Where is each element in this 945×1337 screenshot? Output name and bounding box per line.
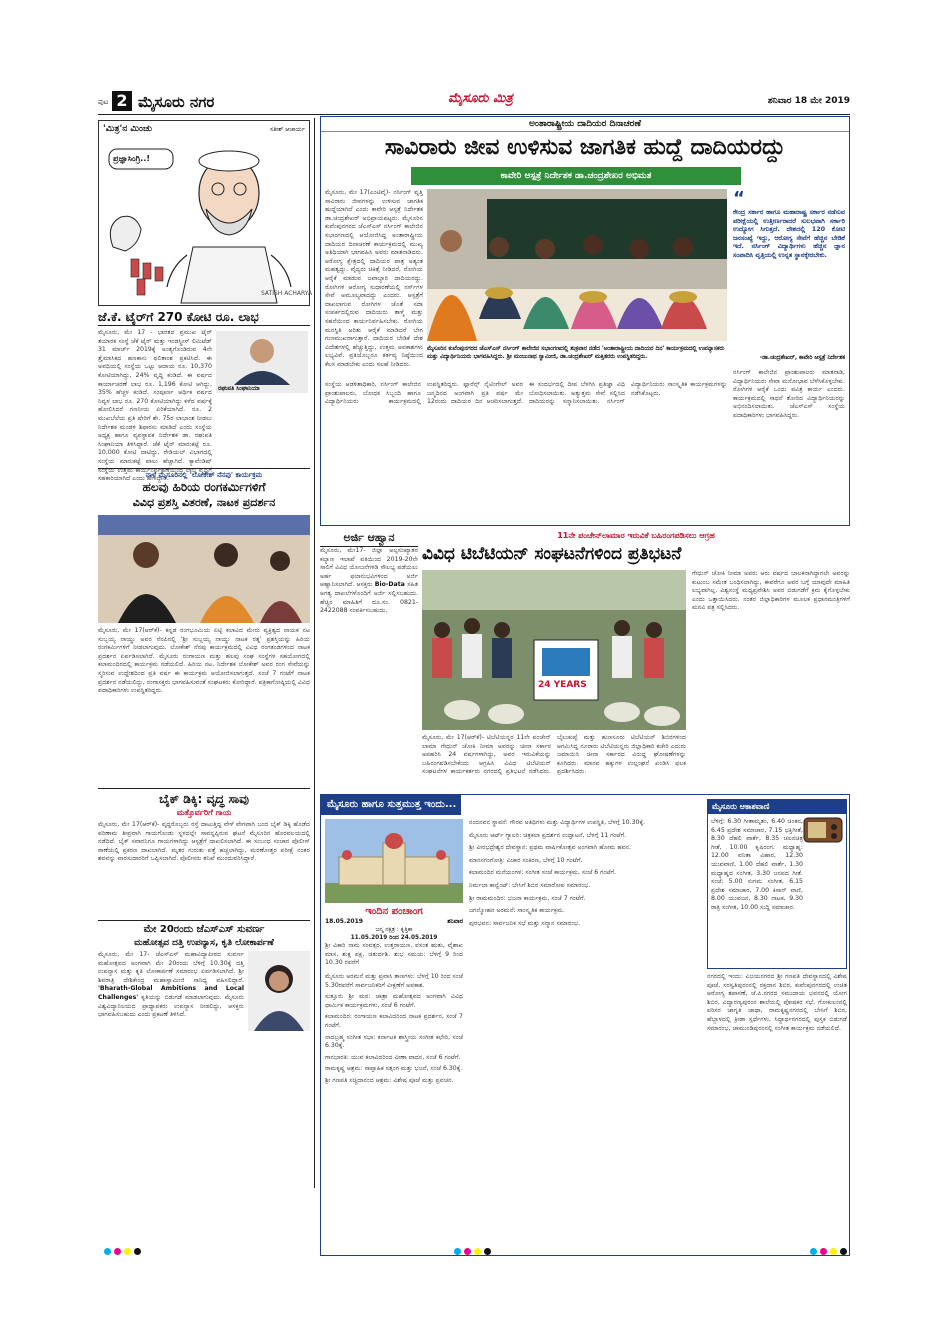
city-section [320,794,850,1256]
panchanga-box [325,905,463,971]
registration-dot [820,1248,827,1255]
palace-photo [325,819,463,903]
event-item: ಶ್ರೀ ರಾಮಮಂದಿರ: ಭಜನಾ ಕಾರ್ಯಕ್ರಮ, ಸಂಜೆ 7 ಗಂಟೆಗೆ. [469,894,586,902]
quote-mark-icon: “ [733,188,745,209]
event-item: ಪುರಭವನ: ಸಾರ್ವಜನಿಕ ಸಭೆ ಮತ್ತು ಸನ್ಮಾನ ಸಮಾರಂಭ. [469,919,581,927]
nurses-photo-caption: ಮೈಸೂರಿನ ಕುವೆಂಪುನಗರದ ಜೆಎಸ್‌ಎಸ್ ನರ್ಸಿಂಗ್ ಕಾಲೇಜಿನ ಸಭಾಂಗಣದಲ್ಲಿ ಶುಕ್ರವಾರ ನಡೆದ 'ಅಂತಾರಾಷ್ಟ್ರೀಯ ದಾದಿಯರ ದಿನ' ಕಾರ್ಯಕ್ರಮದಲ್ಲಿ ಉಪನ್ಯಾಸಕರು ಮತ್ತು ವಿದ್ಯಾರ್ಥಿನಿಯರು ಭಾಗವಹಿಸಿದ್ದರು. ಶ್ರೀ ಮಂಜುನಾಥ ಸ್ವಾಮೀಜಿ, ಡಾ.ಚಂದ್ರಶೇಖರ್ ಮತ್ತಿತರರು ಉಪಸ್ಥಿತರಿದ್ದರು. [427,346,725,360]
tibetan-headline: ವಿವಿಧ ಟಿಬೆಟಿಯನ್ ಸಂಘಟನೆಗಳಿಂದ ಪ್ರತಿಭಟನೆ [422,544,682,564]
registration-dot [124,1248,131,1255]
panchanga-range: 11.05.2019 ರಿಂದ 24.05.2019 [350,935,438,941]
rangakarmi-headline-1: ಹಲವು ಹಿರಿಯ ರಂಗಕರ್ಮಿಗಳಿಗೆ [142,480,266,494]
nurses-headline: ಸಾವಿರಾರು ಜೀವ ಉಳಿಸುವ ಜಾಗತಿಕ ಹುದ್ದೆ ದಾದಿಯರದ್ದು [384,135,786,160]
event-item: ಶ್ರೀ ಗಣಪತಿ ಸಚ್ಚಿದಾನಂದ ಆಶ್ರಮ: ವಿಶೇಷ ಪೂಜೆ ಮತ್ತು ಪ್ರವಚನ. [325,1076,454,1084]
nurses-body-bottom: ಸಂಸ್ಥೆಯ ಆಡಳಿತಾಧಿಕಾರಿ, ನರ್ಸಿಂಗ್ ಕಾಲೇಜಿನ ಪ್ರಾಂಶುಪಾಲರು, ಬೋಧಕ ಸಿಬ್ಬಂದಿ ಹಾಗೂ ವಿದ್ಯಾರ್ಥಿನಿಯರು ಕಾರ್ಯಕ್ರಮದಲ್ಲಿ ಉಪಸ್ಥಿತರಿದ್ದರು. ಫ್ಲಾರೆನ್ಸ್ ನೈಟಿಂಗೇಲ್ ಅವರ ಜನ್ಮದಿನದ ಅಂಗವಾಗಿ ಪ್ರತಿ ವರ್ಷ ಮೇ 12ರಂದು ದಾದಿಯರ ದಿನ ಆಚರಿಸಲಾಗುತ್ತದೆ. ಈ ಸಂದರ್ಭದಲ್ಲಿ ದೀಪ ಬೆಳಗಿಸಿ ಪ್ರತಿಜ್ಞಾ ವಿಧಿ ಬೋಧಿಸಲಾಯಿತು. ಅತ್ಯುತ್ತಮ ಸೇವೆ ಸಲ್ಲಿಸಿದ ದಾದಿಯರನ್ನು ಸನ್ಮಾನಿಸಲಾಯಿತು. ನರ್ಸಿಂಗ್ ವಿದ್ಯಾರ್ಥಿನಿಯರು ಸಾಂಸ್ಕೃತಿಕ ಕಾರ್ಯಕ್ರಮಗಳನ್ನು ನಡೆಸಿಕೊಟ್ಟರು. [325,381,727,406]
arji-body [320,547,418,783]
registration-dot [454,1248,461,1255]
cartoon-drawing [101,137,313,303]
nurses-quote-box [733,189,845,367]
page-label: ಪುಟ [98,98,109,106]
bike-body: ಮೈಸೂರು, ಮೇ 17(ಆರ್‌ಕೆ)- ವೃದ್ಧರೊಬ್ಬರು ರಸ್ತೆ ದಾಟುತ್ತಿದ್ದ ವೇಳೆ ವೇಗವಾಗಿ ಬಂದ ಬೈಕ್ ಡಿಕ್ಕಿ ಹೊಡೆದ ಪರಿಣಾಮ ತೀವ್ರವಾಗಿ ಗಾಯಗೊಂಡು ಸ್ಥಳದಲ್ಲೇ ಸಾವನ್ನಪ್ಪಿರುವ ಘಟನೆ ಮೈಸೂರಿನ ಹೊರವಲಯದಲ್ಲಿ ನಡೆದಿದೆ. ಬೈಕ್ ಸವಾರನಿಗೂ ಗಾಯಗಳಾಗಿದ್ದು ಆಸ್ಪತ್ರೆಗೆ ದಾಖಲಿಸಲಾಗಿದೆ. ಈ ಸಂಬಂಧ ಸಂಚಾರ ಪೊಲೀಸ್ ಠಾಣೆಯಲ್ಲಿ ಪ್ರಕರಣ ದಾಖಲಾಗಿದೆ. ಮೃತರ ಗುರುತು ಪತ್ತೆ ಹಚ್ಚಲಾಗಿದ್ದು, ಮರಣೋತ್ತರ ಪರೀಕ್ಷೆ ನಂತರ ಶವವನ್ನು ವಾರಸುದಾರರಿಗೆ ಒಪ್ಪಿಸಲಾಗಿದೆ. ಪೊಲೀಸರು ತನಿಖೆ ಮುಂದುವರಿಸಿದ್ದಾರೆ. [98,821,310,863]
cartoon-artist: ಸತೀಶ್ ಆಚಾರ್ಯ [270,126,305,133]
newspaper-page [98,88,850,1258]
rangakarmi-kicker: ನಾಳೆ ಮೈಸೂರಿನಲ್ಲಿ 'ಲೋಕೇಶ್ ನೆನಪು' ಕಾರ್ಯಕ್ರಮ [145,471,263,479]
story-arji [320,530,418,788]
story-bike [98,788,310,917]
event-item: ಗಾನಭಾರತಿ: ಯುವ ಕಲಾವಿದರಿಂದ ವೀಣಾ ವಾದನ, ಸಂಜೆ 6 ಗಂಟೆಗೆ. [325,1053,461,1061]
event-item: ರಾಮಕೃಷ್ಣ ಆಶ್ರಮ: ಸಾಪ್ತಾಹಿಕ ಸತ್ಸಂಗ ಮತ್ತು ಭಜನೆ, ಸಂಜೆ 6.30ಕ್ಕೆ. [325,1065,463,1073]
rangakarmi-photo [98,515,310,623]
bike-subhead: ಮತ್ತೊರ್ವರಿಗೆ ಗಾಯ [176,808,232,817]
registration-dot [464,1248,471,1255]
radio-body: ಬೆಳಿಗ್ಗೆ: 6.30 ಗೀತಾಮೃತಂ, 6.40 ಚಿಂತನ, 6.45 ಪ್ರದೇಶ ಸಮಾಚಾರ, 7.15 ಭಕ್ತಿಗೀತೆ, 8.30 ದೆಹಲಿ ವಾರ್ತೆ, 8.35 ಚಲನಚಿತ್ರ ಗೀತೆ, 10.00 ಕೃಷಿರಂಗ. ಮಧ್ಯಾಹ್ನ: 12.00 ವನಿತಾ ವಿಹಾರ, 12.30 ಯುವವಾಣಿ, 1.00 ದೆಹಲಿ ವಾರ್ತೆ, 1.30 ಮಧ್ಯಾಹ್ನದ ಸಂಗೀತ, 3.30 ಜನಪದ ಗೀತೆ. ಸಂಜೆ: 5.00 ಸುಗಮ ಸಂಗೀತ, 6.15 ಪ್ರದೇಶ ಸಮಾಚಾರ, 7.00 ಕಿಸಾನ್ ವಾಣಿ, 8.00 ಯುವಜನ, 8.30 ನಾಟಕ, 9.30 ರಾತ್ರಿ ಸಂಗೀತ, 10.00 ಸುದ್ದಿ ಸಮಾಚಾರ. [711,818,803,911]
jss-body-tail: ಕೃತಿಯನ್ನು ಬಿಡುಗಡೆ ಮಾಡಲಾಗುವುದು. ಮೈಸೂರು ವಿಶ್ವವಿದ್ಯಾನಿಲಯದ ಪ್ರಾಧ್ಯಾಪಕರು ಉಪನ್ಯಾಸ ನೀಡಲಿದ್ದು, ಆಸಕ್ತರು ಭಾಗವಹಿಸಬಹುದು ಎಂದು ಪ್ರಕಟಣೆ ತಿಳಿಸಿದೆ. [98,993,244,1019]
cartoon-bubble-text: ಪ್ರಜ್ಞಾಸಿಂಗ್ರಿ..! [113,154,151,163]
events-left-list [325,973,463,1253]
event-item: ನಿರ್ಮಲಾ ಕಾನ್ವೆಂಟ್: ಬೇಸಿಗೆ ಶಿಬಿರ ಸಮಾರೋಪ ಸಮಾರಂಭ. [469,881,591,889]
event-item: ಮಾನಸಗಂಗೋತ್ರಿ: ವಿಚಾರ ಸಂಕಿರಣ, ಬೆಳಗ್ಗೆ 10 ಗಂಟೆಗೆ. [469,856,583,864]
panchanga-nakshatra: ಜನ್ಮ ನಕ್ಷತ್ರ : ಕೃತ್ತಿಕಾ [375,927,413,933]
story-nurses [320,116,850,526]
panchanga-day: ಶನಿವಾರ [447,918,463,925]
event-item: ಶ್ರೀ ವೀರಭದ್ರೇಶ್ವರ ದೇವಸ್ಥಾನ: ಪ್ರಥಮ ವಾರ್ಷಿಕೋತ್ಸವ ಅಂಗವಾಗಿ ಹೋಮ ಹವನ. [469,844,631,852]
rangakarmi-headline-2: ವಿವಿಧ ಪ್ರಶಸ್ತಿ ವಿತರಣೆ, ನಾಟಕ ಪ್ರದರ್ಶನ [132,496,276,509]
registration-dot [830,1248,837,1255]
jk-tyre-photo-caption: ರಘುಪತಿ ಸಿಂಘಾನಿಯಾ [218,386,260,392]
registration-dot [114,1248,121,1255]
cartoon-box [98,120,313,306]
arji-body-tail: ಸಹಿತ ಅಗತ್ಯ ದಾಖಲೆಗಳೊಂದಿಗೆ ಅರ್ಜಿ ಸಲ್ಲಿಸಬಹುದು. ಹೆಚ್ಚಿನ ಮಾಹಿತಿಗೆ ದೂ.ಸಂ. 0821-2422088 ಸಂಪರ್ಕಿಸಬಹುದು. [320,581,419,615]
arji-body-text: ಮೈಸೂರು, ಮೇ17- ಜಿಲ್ಲಾ ಅಲ್ಪಸಂಖ್ಯಾತರ ಕಲ್ಯಾಣ ಇಲಾಖೆ ವತಿಯಿಂದ 2019-20ನೇ ಸಾಲಿಗೆ ವಿವಿಧ ಯೋಜನೆಗಳಡಿ ಸೌಲಭ್ಯ ಪಡೆಯಲು ಅರ್ಹ ಫಲಾನುಭವಿಗಳಿಂದ ಅರ್ಜಿ ಆಹ್ವಾನಿಸಲಾಗಿದೆ. ಆಸಕ್ತರು [320,547,418,589]
cartoon-series: 'ಮಿತ್ರ'ನ ಮಿಂಚು [103,124,153,134]
story-jss [98,920,310,1071]
registration-dot [810,1248,817,1255]
event-item: ಕಲಾಮಂದಿರ ಮನೆಯಂಗಳ: ಸಂಗೀತ ಸಂಜೆ ಕಾರ್ಯಕ್ರಮ, ಸಂಜೆ 6 ಗಂಟೆಗೆ. [469,869,617,877]
event-item: ಮೈಸೂರು ಆರ್ಟ್ ಗ್ಯಾಲರಿ: ಚಿತ್ರಕಲಾ ಪ್ರದರ್ಶನ ಉದ್ಘಾಟನೆ, ಬೆಳಗ್ಗೆ 11 ಗಂಟೆಗೆ. [469,831,627,839]
jss-body-english: 'Bharath-Global Ambitions and Local Challenges' [98,985,244,1001]
tibetan-banner-text: 24 YEARS [538,680,587,690]
jss-body [98,951,244,1069]
column-divider [314,118,315,1188]
registration-dot [134,1248,141,1255]
page-number: 2 [112,91,132,111]
cartoon-signature: SATISH ACHARYA [261,290,313,297]
panchanga-body: ಶ್ರೀ ವಿಕಾರಿ ನಾಮ ಸಂವತ್ಸರ, ಉತ್ತರಾಯಣ, ವಸಂತ ಋತು, ವೈಶಾಖ ಮಾಸ, ಶುಕ್ಲ ಪಕ್ಷ, ಚತುರ್ದಶಿ. ಶುಭ ಸಮಯ: ಬೆಳಗ್ಗೆ 9 ರಿಂದ 10.30 ರವರೆಗೆ [325,942,463,967]
event-item: ನಾದಬ್ರಹ್ಮ ಸಂಗೀತ ಸಭಾ: ಕರ್ನಾಟಕ ಶಾಸ್ತ್ರೀಯ ಸಂಗೀತ ಕಛೇರಿ, ಸಂಜೆ 6.30ಕ್ಕೆ. [325,1033,463,1050]
headline-jk-tyre: ಜೆ.ಕೆ. ಟೈರ್‌ಗೆ 270 ಕೋಟಿ ರೂ. ಲಾಭ [98,309,310,326]
rangakarmi-body: ಮೈಸೂರು, ಮೇ 17(ಆರ್‌ಕೆ)- ಕನ್ನಡ ರಂಗಭೂಮಿಯ ಏಟ್ಟಿ ಕಲಾವಿದ ಮೇರು ವ್ಯಕ್ತಿತ್ವದ ನಾಯಕ ನಟ ಸುಬ್ಬಯ್ಯ ನಾಯ್ಡು ಅವರ ನೆನಪಿನಲ್ಲಿ 'ಶ್ರೀ ಸುಬ್ಬಯ್ಯ ನಾಯ್ಡು ನಾಟಕ ರತ್ನ' ಪ್ರಶಸ್ತಿಯನ್ನು ಹಿರಿಯ ರಂಗಕರ್ಮಿಗಳಿಗೆ ನೀಡಲಾಗುವುದು. ಲೋಕೇಶ್ ನೆನಪು ಕಾರ್ಯಕ್ರಮದಲ್ಲಿ ವಿವಿಧ ರಂಗತಂಡಗಳಿಂದ ನಾಟಕ ಪ್ರದರ್ಶನ ಏರ್ಪಡಿಸಲಾಗಿದೆ. ಮೈಸೂರು ರಂಗಾಯಣ ಮತ್ತು ಹಲವು ಸಂಘ ಸಂಸ್ಥೆಗಳ ಸಹಯೋಗದಲ್ಲಿ ಕಲಾಮಂದಿರದಲ್ಲಿ ಕಾರ್ಯಕ್ರಮ ನಡೆಯಲಿದೆ. ಹಿರಿಯ ನಟ, ನಿರ್ದೇಶಕ ಲೋಕೇಶ್ ಅವರ ರಂಗ ಸೇವೆಯನ್ನು ಸ್ಮರಿಸುವ ಉದ್ದೇಶದಿಂದ ಪ್ರತಿ ವರ್ಷ ಈ ಕಾರ್ಯಕ್ರಮ ಆಯೋಜಿಸಲಾಗುತ್ತದೆ. ಸಂಜೆ 7 ಗಂಟೆಗೆ ನಾಟಕ ಪ್ರದರ್ಶನ ನಡೆಯಲಿದ್ದು, ರಂಗಾಸಕ್ತರು ಭಾಗವಹಿಸುವಂತೆ ಸಂಘಟಕರು ಕೋರಿದ್ದಾರೆ. ಪತ್ರಿಕಾಗೋಷ್ಠಿಯಲ್ಲಿ ವಿವಿಧ ಪದಾಧಿಕಾರಿಗಳು ಉಪಸ್ಥಿತರಿದ್ದರು. [98,627,310,695]
story-tibetan [422,530,850,788]
panchanga-title: ಇಂದಿನ ಪಂಚಾಂಗ [365,906,423,917]
section-title: ಮೈಸೂರು ನಗರ [138,93,215,111]
tibetan-kicker: 11ನೇ ಪಂಚೇನ್‌ಲಾಮಾರ ಇರುವಿಕೆ ಬಹಿರಂಗಪಡಿಸಲು ಆಗ್ರಹ [557,531,715,540]
print-registration-marks [98,1248,850,1258]
jk-tyre-photo [216,331,308,393]
jss-body-text: ಮೈಸೂರು, ಮೇ 17- ಜೆಎಸ್‌ಎಸ್ ಮಹಾವಿದ್ಯಾಪೀಠದ ಸುವರ್ಣ ಮಹೋತ್ಸವದ ಅಂಗವಾಗಿ ಮೇ 20ರಂದು ಬೆಳಿಗ್ಗೆ 10.30ಕ್ಕೆ ದತ್ತಿ ಉಪನ್ಯಾಸ ಮತ್ತು ಕೃತಿ ಲೋಕಾರ್ಪಣೆ ಸಮಾರಂಭ ಏರ್ಪಡಿಸಲಾಗಿದೆ. ಶ್ರೀ ಶಿವರಾತ್ರಿ ದೇಶಿಕೇಂದ್ರ ಮಹಾಸ್ವಾಮೀಜಿ ಸಾನಿಧ್ಯ ವಹಿಸಲಿದ್ದಾರೆ. [98,951,244,984]
issue-date: ಶನಿವಾರ 18 ಮೇ 2019 [767,96,850,106]
nurses-quote: ಕೇಂದ್ರ ಸರ್ಕಾರ ಹಾಗೂ ಮಹಾರಾಷ್ಟ್ರ ಸರ್ಕಾರ ನಡೆಸುವ ಪರೀಕ್ಷೆಯಲ್ಲಿ ಉತ್ತೀರ್ಣರಾದರೆ ಸುಲಭವಾಗಿ ಸರ್ಕಾರಿ ಉದ್ಯೋಗ ಸಿಗುತ್ತದೆ. ದೇಶದಲ್ಲಿ 120 ಕೋಟಿ ಜನಸಂಖ್ಯೆ ಇದ್ದು, ಆರೋಗ್ಯ ಸೇವೆಗೆ ಹೆಚ್ಚಿನ ಬೇಡಿಕೆ ಇದೆ. ನರ್ಸಿಂಗ್ ವಿದ್ಯಾರ್ಥಿಗಳು ಹೆಚ್ಚಿನ ಜ್ಞಾನ ಸಂಪಾದಿಸಿ ವೃತ್ತಿಯಲ್ಲಿ ಉನ್ನತ ಸ್ಥಾನಕ್ಕೇರಬೇಕು. [733,208,845,259]
jss-headline: ಮೇ 20ರಂದು ಜೆಎಸ್‌ಎಸ್ ಸುವರ್ಣ [143,924,265,935]
event-item: ಸುತ್ತೂರು ಶ್ರೀ ಮಠ: ಜಾತ್ರಾ ಮಹೋತ್ಸವದ ಅಂಗವಾಗಿ ವಿವಿಧ ಧಾರ್ಮಿಕ ಕಾರ್ಯಕ್ರಮಗಳು, ಸಂಜೆ 6 ಗಂಟೆಗೆ. [325,993,463,1009]
registration-dot [840,1248,847,1255]
tibetan-body-right: ಗೇಧುನ್ ಚೋಕಿ ನೀಮಾ ಅವರು ಆರು ವರ್ಷದ ಬಾಲಕನಾಗಿದ್ದಾಗಲೇ ಅವರನ್ನು ಕುಟುಂಬ ಸಮೇತ ಬಂಧಿಸಲಾಗಿದ್ದು, ಈವರೆಗೂ ಅವರ ಬಗ್ಗೆ ಯಾವುದೇ ಮಾಹಿತಿ ಲಭ್ಯವಾಗಿಲ್ಲ. ವಿಶ್ವಸಂಸ್ಥೆ ಮಧ್ಯಪ್ರವೇಶಿಸಿ ಅವರ ಬಿಡುಗಡೆಗೆ ಕ್ರಮ ಕೈಗೊಳ್ಳಬೇಕು ಎಂದು ಒತ್ತಾಯಿಸಿದರು. ನಂತರ ಜಿಲ್ಲಾಧಿಕಾರಿಗಳ ಮೂಲಕ ಪ್ರಧಾನಮಂತ್ರಿಗಳಿಗೆ ಮನವಿ ಪತ್ರ ಸಲ್ಲಿಸಿದರು. [692,570,850,612]
tibetan-protest-photo [422,570,686,730]
jss-subhead: ಮಹೋತ್ಸವ ದತ್ತಿ ಉಪನ್ಯಾಸ, ಕೃತಿ ಲೋಕಾರ್ಪಣೆ [134,938,274,948]
arji-headline: ಅರ್ಜಿ ಆಹ್ವಾನ [320,530,418,547]
event-item: ಕಲಾಮಂದಿರ: ರಂಗಾಯಣ ಕಲಾವಿದರಿಂದ ನಾಟಕ ಪ್ರದರ್ಶನ, ಸಂಜೆ 7 ಗಂಟೆಗೆ. [325,1013,463,1029]
jk-tyre-body: ಮೈಸೂರು, ಮೇ 17 - ಭಾರತದ ಪ್ರಮುಖ ಟೈರ್ ತಯಾರಕ ಸಂಸ್ಥೆ ಜೆಕೆ ಟೈರ್ ಮತ್ತು ಇಂಡಸ್ಟ್ರೀಸ್ ಲಿಮಿಟೆಡ್ 31 ಮಾರ್ಚ್ 2019ಕ್ಕೆ ಅಂತ್ಯಗೊಂಡಿರುವ 4ನೇ ತ್ರೈಮಾಸಿಕದ ಹಣಕಾಸು ಫಲಿತಾಂಶ ಪ್ರಕಟಿಸಿದೆ. ಈ ಅವಧಿಯಲ್ಲಿ ಸಂಸ್ಥೆಯ ಒಟ್ಟು ಆದಾಯ ರೂ. 10,370 ಕೋಟಿಯಾಗಿದ್ದು, 24% ವೃದ್ಧಿ ಕಂಡಿದೆ. ಈ ವರ್ಷದ ಕಾರ್ಯಾಚರಣೆ ಲಾಭ ರೂ. 1,196 ಕೋಟಿ ಆಗಿದ್ದು, 35% ಹೆಚ್ಚಳ ಕಂಡಿದೆ. ಸಂಪೂರ್ಣ ಆರ್ಥಿಕ ವರ್ಷದ ನಿವ್ವಳ ಲಾಭ ರೂ. 270 ಕೋಟಿಯಾಗಿದ್ದು ಕಳೆದ ವರ್ಷಕ್ಕೆ ಹೋಲಿಸಿದರೆ ಗಣನೀಯ ಏರಿಕೆಯಾಗಿದೆ. ರೂ. 2 ಮುಖಬೆಲೆಯ ಪ್ರತಿ ಷೇರಿಗೆ ಶೇ. 75ರ ಲಾಭಾಂಶ ನೀಡಲು ನಿರ್ದೇಶಕ ಮಂಡಳಿ ಶಿಫಾರಸು ಮಾಡಿದೆ ಎಂದು ಸಂಸ್ಥೆಯ ಅಧ್ಯಕ್ಷ ಹಾಗೂ ವ್ಯವಸ್ಥಾಪಕ ನಿರ್ದೇಶಕ ಡಾ. ರಘುಪತಿ ಸಿಂಘಾನಿಯಾ ತಿಳಿಸಿದ್ದಾರೆ. ಜೆಕೆ ಟೈರ್ ಮಾರುಕಟ್ಟೆ ರೂ. 10,000 ಕೋಟಿ ದಾಟಿದ್ದು, ರೇಡಿಯಲ್ ವಿಭಾಗದಲ್ಲಿ ಸಂಸ್ಥೆಯ ಮಾರುಕಟ್ಟೆ ಪಾಲು ಹೆಚ್ಚಾಗಿದೆ. ಕ್ಯಾವೆಂಡಿಷ್ ಸಂಸ್ಥೆಯ ಉತ್ತಮ ಕಾರ್ಯನಿರ್ವಹಣೆಯಿಂದ ಲಾಭ ವೃದ್ಧಿಗೆ ಸಹಕಾರಿಯಾಗಿದೆ ಎಂದು ಹೇಳಿದ್ದಾರೆ. [98,329,212,483]
nurses-event-photo [427,189,727,341]
event-item: ಜಗನ್ಮೋಹನ ಅರಮನೆ: ಸಾಂಸ್ಕೃತಿಕ ಕಾರ್ಯಕ್ರಮ. [469,907,565,915]
page-header [98,88,850,115]
nurses-body-left: ಮೈಸೂರು, ಮೇ 17(ಎಂಟಿವೈ)- ನರ್ಸಿಂಗ್ ವೃತ್ತಿ ಸಾವಿರಾರು ಜೀವಗಳನ್ನು ಉಳಿಸುವ ಜಾಗತಿಕ ಹುದ್ದೆಯಾಗಿದೆ ಎಂದು ಕಾವೇರಿ ಆಸ್ಪತ್ರೆ ನಿರ್ದೇಶಕ ಡಾ.ಚಂದ್ರಶೇಖರ್ ಅಭಿಪ್ರಾಯಪಟ್ಟರು. ಮೈಸೂರಿನ ಕುವೆಂಪುನಗರದ ಜೆಎಸ್‌ಎಸ್ ನರ್ಸಿಂಗ್ ಕಾಲೇಜಿನ ಸಭಾಂಗಣದಲ್ಲಿ ಆಯೋಜಿಸಿದ್ದ ಅಂತಾರಾಷ್ಟ್ರೀಯ ದಾದಿಯರ ದಿನಾಚರಣೆ ಕಾರ್ಯಕ್ರಮದಲ್ಲಿ ಮುಖ್ಯ ಅತಿಥಿಯಾಗಿ ಭಾಗವಹಿಸಿ ಅವರು ಮಾತನಾಡಿದರು. ಆರೋಗ್ಯ ಕ್ಷೇತ್ರದಲ್ಲಿ ದಾದಿಯರ ಪಾತ್ರ ಅತ್ಯಂತ ಮಹತ್ವದ್ದು. ವೈದ್ಯರು ಚಿಕಿತ್ಸೆ ನೀಡಿದರೆ, ರೋಗಿಯ ಆರೈಕೆ ಮಾಡುವ ಜವಾಬ್ದಾರಿ ದಾದಿಯರದ್ದು. ರೋಗಿಗಳ ಆರೋಗ್ಯ ಸುಧಾರಣೆಯಲ್ಲಿ ನರ್ಸ್‌ಗಳ ಸೇವೆ ಅಮೂಲ್ಯವಾದದ್ದು ಎಂದರು. ಆಸ್ಪತ್ರೆಗೆ ದಾಖಲಾಗುವ ರೋಗಿಗಳ ಜೊತೆ ಸದಾ ಸಂಪರ್ಕದಲ್ಲಿರುವ ದಾದಿಯರು ತಾಳ್ಮೆ ಮತ್ತು ಸಹನೆಯಿಂದ ಕಾರ್ಯನಿರ್ವಹಿಸಬೇಕು. ರೋಗಿಯ ಮನಸ್ಥಿತಿ ಅರಿತು ಆರೈಕೆ ಮಾಡಿದರೆ ಬೇಗ ಗುಣಮುಖರಾಗುತ್ತಾರೆ. ದಾದಿಯರ ಬೇಡಿಕೆ ದೇಶ ವಿದೇಶಗಳಲ್ಲಿ ಹೆಚ್ಚುತ್ತಿದ್ದು, ಉತ್ತಮ ಅವಕಾಶಗಳು ಲಭ್ಯವಿವೆ. ಪ್ರತಿಯೊಬ್ಬರೂ ಕರ್ತವ್ಯ ನಿಷ್ಠೆಯಿಂದ ಕೆಲಸ ಮಾಡಬೇಕು ಎಂದು ಸಲಹೆ ನೀಡಿದರು. [325,189,423,368]
event-item: ಮೈಸೂರು ಅರಮನೆ ಮತ್ತು ಪ್ರವಾಸಿ ತಾಣಗಳು: ಬೆಳಗ್ಗೆ 10 ರಿಂದ ಸಂಜೆ 5.30ರವರೆಗೆ ಸಾರ್ವಜನಿಕರಿಗೆ ವೀಕ್ಷಣೆಗೆ ಅವಕಾಶ. [325,973,463,989]
nurses-kicker: ಅಂತಾರಾಷ್ಟ್ರೀಯ ದಾದಿಯರ ದಿನಾಚರಣೆ [321,117,849,132]
arji-body-english: Bio-Data [374,581,405,589]
nurses-body-right: ನರ್ಸಿಂಗ್ ಕಾಲೇಜಿನ ಪ್ರಾಂಶುಪಾಲರು ಮಾತನಾಡಿ, ವಿದ್ಯಾರ್ಥಿನಿಯರು ಸೇವಾ ಮನೋಭಾವ ಬೆಳೆಸಿಕೊಳ್ಳಬೇಕು. ರೋಗಿಗಳ ಆರೈಕೆ ಒಂದು ಪವಿತ್ರ ಕಾರ್ಯ ಎಂದರು. ಕಾರ್ಯಕ್ರಮದಲ್ಲಿ ಸಾಧನೆ ತೋರಿದ ವಿದ್ಯಾರ್ಥಿನಿಯರನ್ನು ಅಭಿನಂದಿಸಲಾಯಿತು. ಜೆಎಸ್‌ಎಸ್ ಸಂಸ್ಥೆಯ ಪದಾಧಿಕಾರಿಗಳು ಭಾಗವಹಿಸಿದ್ದರು. [733,369,845,419]
events-right: ನಗರದಲ್ಲಿ ಇಂದು: ವಿಜಯನಗರದ ಶ್ರೀ ಗಣಪತಿ ದೇವಸ್ಥಾನದಲ್ಲಿ ವಿಶೇಷ ಪೂಜೆ, ಸರಸ್ವತಿಪುರಂನಲ್ಲಿ ರಕ್ತದಾನ ಶಿಬಿರ, ಕುವೆಂಪುನಗರದಲ್ಲಿ ಉಚಿತ ಆರೋಗ್ಯ ತಪಾಸಣೆ, ಜೆ.ಪಿ.ನಗರದ ಸಮುದಾಯ ಭವನದಲ್ಲಿ ಯೋಗ ಶಿಬಿರ, ವಿದ್ಯಾರಣ್ಯಪುರಂನ ಶಾಲೆಯಲ್ಲಿ ಪೋಷಕರ ಸಭೆ, ಗೋಕುಲಂನಲ್ಲಿ ಪರಿಸರ ಜಾಗೃತಿ ಜಾಥಾ, ರಾಮಕೃಷ್ಣನಗರದಲ್ಲಿ ಬೇಸಿಗೆ ಶಿಬಿರ, ಹೆಬ್ಬಾಳದಲ್ಲಿ ಕ್ರೀಡಾ ಸ್ಪರ್ಧೆಗಳು, ಸಿದ್ಧಾರ್ಥನಗರದಲ್ಲಿ ಪುಸ್ತಕ ಬಿಡುಗಡೆ ಸಮಾರಂಭ, ಚಾಮುಂಡಿಪುರಂನಲ್ಲಿ ಸಂಗೀತ ಕಾರ್ಯಕ್ರಮ ನಡೆಯಲಿದೆ. [707,973,847,1032]
story-rangakarmi [98,468,310,787]
registration-dot [104,1248,111,1255]
panchanga-date: 18.05.2019 [325,918,363,925]
registration-dot [484,1248,491,1255]
jss-speaker-photo [248,951,310,1031]
bike-headline: ಬೈಕ್ ಡಿಕ್ಕಿ: ವೃದ್ಧ ಸಾವು [159,792,249,806]
nurses-subhead: ಕಾವೇರಿ ಆಸ್ಪತ್ರೆ ನಿರ್ದೇಶಕ ಡಾ.ಚಂದ್ರಶೇಖರ ಅಭಿಮತ [411,167,741,185]
events-mid-list [469,819,701,1253]
masthead-logo: ಮೈಸೂರು ಮಿತ್ರ [448,91,513,106]
registration-dot [474,1248,481,1255]
nurses-quote-author: -ಡಾ.ಚಂದ್ರಶೇಖರ್, ಕಾವೇರಿ ಆಸ್ಪತ್ರೆ ನಿರ್ದೇಶಕ [759,355,845,361]
radio-title: ಮೈಸೂರು ಆಕಾಶವಾಣಿ [708,800,846,814]
city-section-title: ಮೈಸೂರು ಹಾಗೂ ಸುತ್ತಮುತ್ತ ಇಂದು... [321,795,461,815]
event-item: ನಂದನವನ ಸ್ಥಾಪನೆ: ಗೌರವ ಅತಿಥಿಗಳು ಮತ್ತು ವಿದ್ಯಾರ್ಥಿಗಳ ಉಪಸ್ಥಿತಿ, ಬೆಳಗ್ಗೆ 10.30ಕ್ಕೆ. [469,819,646,826]
jk-tyre-body-cont [216,397,308,463]
radio-icon [803,816,843,844]
tibetan-body: ಮೈಸೂರು, ಮೇ 17(ಆರ್‌ಕೆ)- ಟಿಬೆಟಿಯನ್ನರ 11ನೇ ಪಂಚೇನ್ ಲಾಮಾ ಗೇಧುನ್ ಚೋಕಿ ನೀಮಾ ಅವರನ್ನು ಚೀನಾ ಸರ್ಕಾರ ಅಪಹರಿಸಿ 24 ವರ್ಷಗಳಾಗಿದ್ದು, ಅವರ ಇರುವಿಕೆಯನ್ನು ಬಹಿರಂಗಪಡಿಸಬೇಕೆಂದು ಆಗ್ರಹಿಸಿ ವಿವಿಧ ಟಿಬೆಟಿಯನ್ ಸಂಘಟನೆಗಳ ಕಾರ್ಯಕರ್ತರು ನಗರದಲ್ಲಿ ಪ್ರತಿಭಟನೆ ನಡೆಸಿದರು. ಬೈಲುಕುಪ್ಪೆ ಮತ್ತು ಹುಣಸೂರು ಟಿಬೆಟಿಯನ್ ಶಿಬಿರಗಳಿಂದ ಆಗಮಿಸಿದ್ದ ನೂರಾರು ಟಿಬೆಟಿಯನ್ನರು ಜಿಲ್ಲಾಧಿಕಾರಿ ಕಚೇರಿ ಎದುರು ಜಮಾಯಿಸಿ ಚೀನಾ ಸರ್ಕಾರದ ವಿರುದ್ಧ ಘೋಷಣೆಗಳನ್ನು ಕೂಗಿದರು. ಮಾನವ ಹಕ್ಕುಗಳ ಉಲ್ಲಂಘನೆ ಖಂಡಿಸಿ ಫಲಕ ಪ್ರದರ್ಶಿಸಿದರು. [422,734,686,776]
radio-box [707,799,847,969]
